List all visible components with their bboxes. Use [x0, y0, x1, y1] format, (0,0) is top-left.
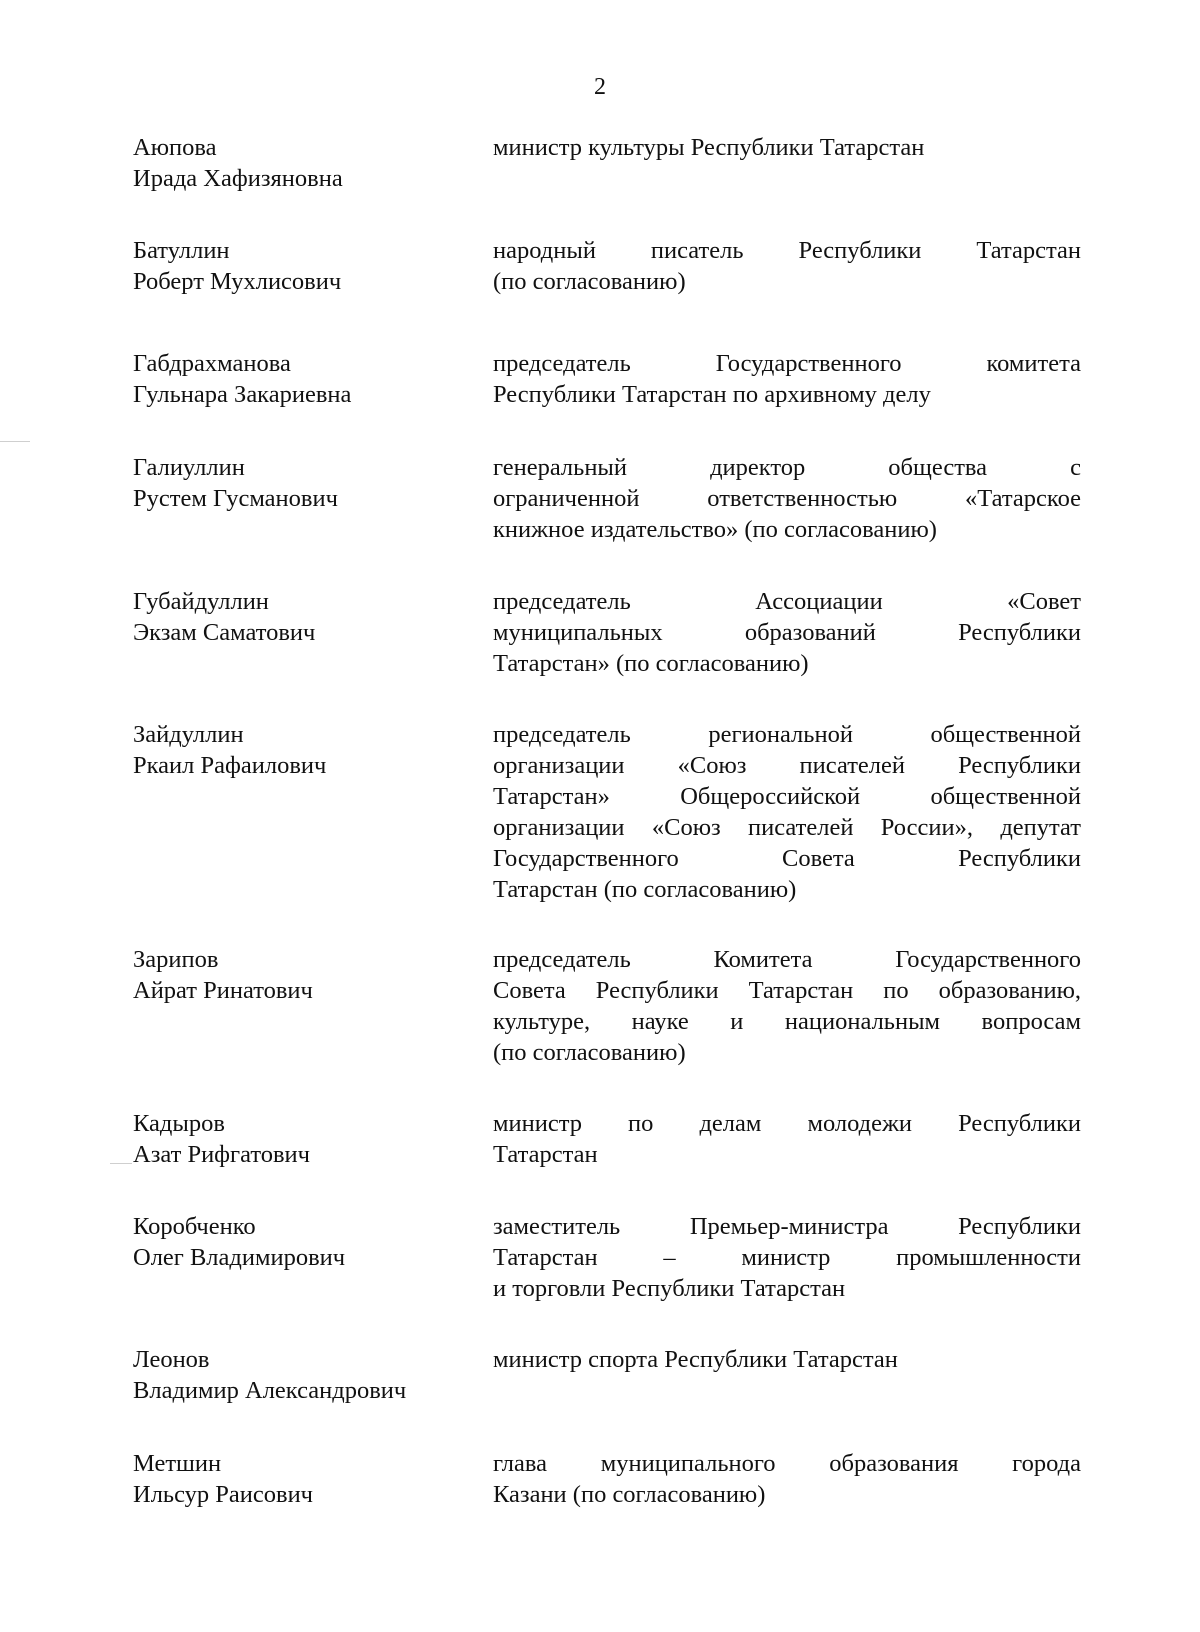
member-name	[133, 1448, 463, 1510]
position-line: культуре, науке и национальным вопросам	[493, 1008, 1081, 1035]
member-surname: Батуллин	[133, 237, 230, 264]
position-line: Татарстан	[493, 1141, 598, 1168]
member-position	[493, 719, 1081, 905]
member-name	[133, 586, 463, 648]
position-line: Государственного Совета Республики	[493, 845, 1081, 872]
position-line: организации «Союз писателей России», депутат	[493, 814, 1081, 841]
member-given-names: Ркаил Рафаилович	[133, 752, 327, 779]
member-surname: Метшин	[133, 1450, 222, 1477]
member-surname: Аюпова	[133, 134, 217, 161]
position-line: Татарстан» Общероссийской общественной	[493, 783, 1081, 810]
member-name	[133, 1344, 463, 1406]
member-surname: Кадыров	[133, 1110, 225, 1137]
member-name	[133, 1211, 463, 1273]
position-line: председатель Государственного комитета	[493, 350, 1081, 377]
position-line: глава муниципального образования города	[493, 1450, 1081, 1477]
position-line: председатель Комитета Государственного	[493, 946, 1081, 973]
position-line: ограниченной ответственностью «Татарское	[493, 485, 1081, 512]
member-surname: Габдрахманова	[133, 350, 291, 377]
member-given-names: Айрат Ринатович	[133, 977, 313, 1004]
member-position	[493, 1344, 1081, 1375]
member-name	[133, 719, 463, 781]
position-line: (по согласованию)	[493, 268, 686, 295]
position-line: организации «Союз писателей Республики	[493, 752, 1081, 779]
member-position	[493, 944, 1081, 1068]
position-line: Совета Республики Татарстан по образованию,	[493, 977, 1081, 1004]
member-name	[133, 452, 463, 514]
member-given-names: Роберт Мухлисович	[133, 268, 342, 295]
position-line: Татарстан» (по согласованию)	[493, 650, 809, 677]
member-position	[493, 132, 1081, 163]
member-surname: Коробченко	[133, 1213, 256, 1240]
member-position	[493, 235, 1081, 297]
member-given-names: Азат Рифгатович	[133, 1141, 310, 1168]
member-given-names: Экзам Саматович	[133, 619, 316, 646]
member-given-names: Ильсур Раисович	[133, 1481, 314, 1508]
member-surname: Галиуллин	[133, 454, 245, 481]
position-line: Татарстан – министр промышленности	[493, 1244, 1081, 1271]
position-line: Татарстан (по согласованию)	[493, 876, 797, 903]
member-surname: Зарипов	[133, 946, 219, 973]
member-position	[493, 1108, 1081, 1170]
member-name	[133, 235, 463, 297]
position-line: народный писатель Республики Татарстан	[493, 237, 1081, 264]
member-position	[493, 348, 1081, 410]
member-given-names: Владимир Александрович	[133, 1377, 407, 1404]
member-given-names: Рустем Гусманович	[133, 485, 338, 512]
position-line: министр по делам молодежи Республики	[493, 1110, 1081, 1137]
member-name	[133, 132, 463, 194]
scan-artifact-line	[0, 441, 30, 442]
member-position	[493, 452, 1081, 545]
position-line: муниципальных образований Республики	[493, 619, 1081, 646]
position-line: министр спорта Республики Татарстан	[493, 1346, 898, 1373]
member-position	[493, 1448, 1081, 1510]
member-position	[493, 1211, 1081, 1304]
scan-artifact-line	[110, 1163, 132, 1164]
member-surname: Зайдуллин	[133, 721, 244, 748]
position-line: и торговли Республики Татарстан	[493, 1275, 846, 1302]
member-name	[133, 348, 463, 410]
position-line: председатель Ассоциации «Совет	[493, 588, 1081, 615]
member-given-names: Ирада Хафизяновна	[133, 165, 343, 192]
position-line: Республики Татарстан по архивному делу	[493, 381, 931, 408]
position-line: генеральный директор общества с	[493, 454, 1081, 481]
member-position	[493, 586, 1081, 679]
member-name	[133, 944, 463, 1006]
position-line: книжное издательство» (по согласованию)	[493, 516, 937, 543]
position-line: председатель региональной общественной	[493, 721, 1081, 748]
position-line: заместитель Премьер-министра Республики	[493, 1213, 1081, 1240]
member-name	[133, 1108, 463, 1170]
member-surname: Леонов	[133, 1346, 210, 1373]
position-line: (по согласованию)	[493, 1039, 686, 1066]
member-given-names: Олег Владимирович	[133, 1244, 346, 1271]
member-surname: Губайдуллин	[133, 588, 269, 615]
member-given-names: Гульнара Закариевна	[133, 381, 352, 408]
position-line: министр культуры Республики Татарстан	[493, 134, 925, 161]
position-line: Казани (по согласованию)	[493, 1481, 766, 1508]
page-number: 2	[594, 74, 606, 100]
